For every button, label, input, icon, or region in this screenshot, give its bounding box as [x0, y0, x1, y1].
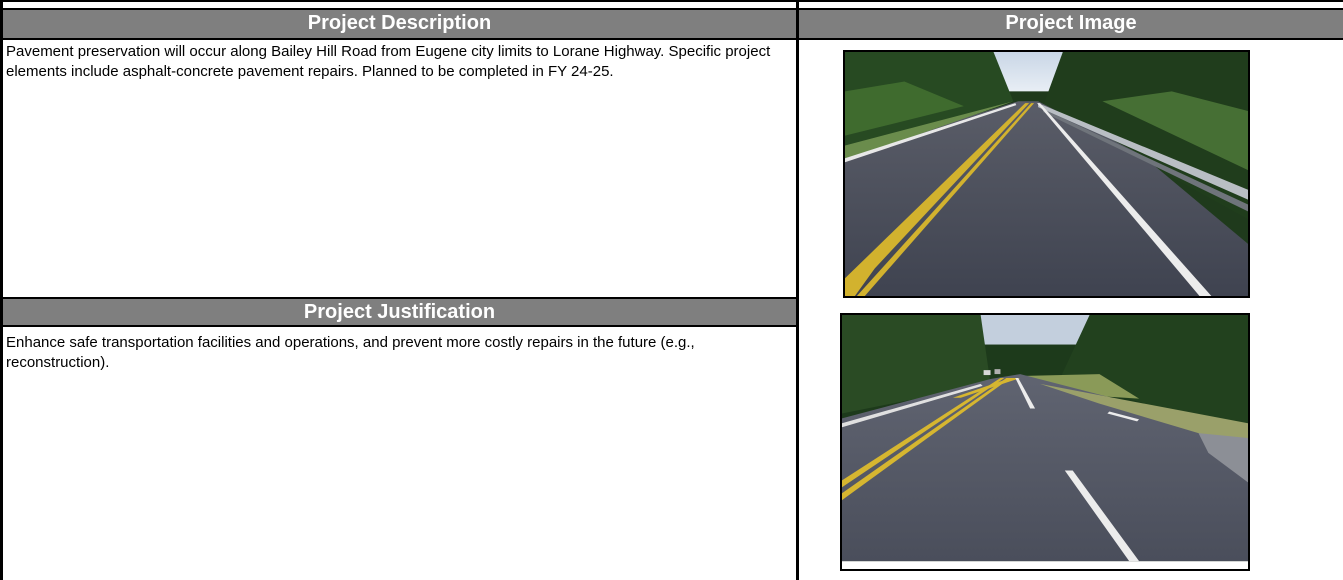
top-border	[0, 0, 1343, 2]
project-justification-text: Enhance safe transportation facilities and operations, and prevent more costly repairs in the future (e.g., reconstruction).	[6, 334, 695, 371]
project-justification-header: Project Justification	[3, 297, 796, 327]
project-description-text: Pavement preservation will occur along Bailey Hill Road from Eugene city limits to Lorane Highway. Specific project elements include asphalt-concrete pavement repairs. Planned to be completed in FY 24-25.	[6, 43, 771, 80]
road-photo-intersection	[840, 313, 1250, 571]
project-image-header: Project Image	[799, 8, 1343, 40]
left-border	[0, 0, 3, 580]
column-divider	[796, 0, 799, 580]
project-description-header: Project Description	[3, 8, 796, 40]
road-photo-guardrail	[843, 50, 1250, 298]
